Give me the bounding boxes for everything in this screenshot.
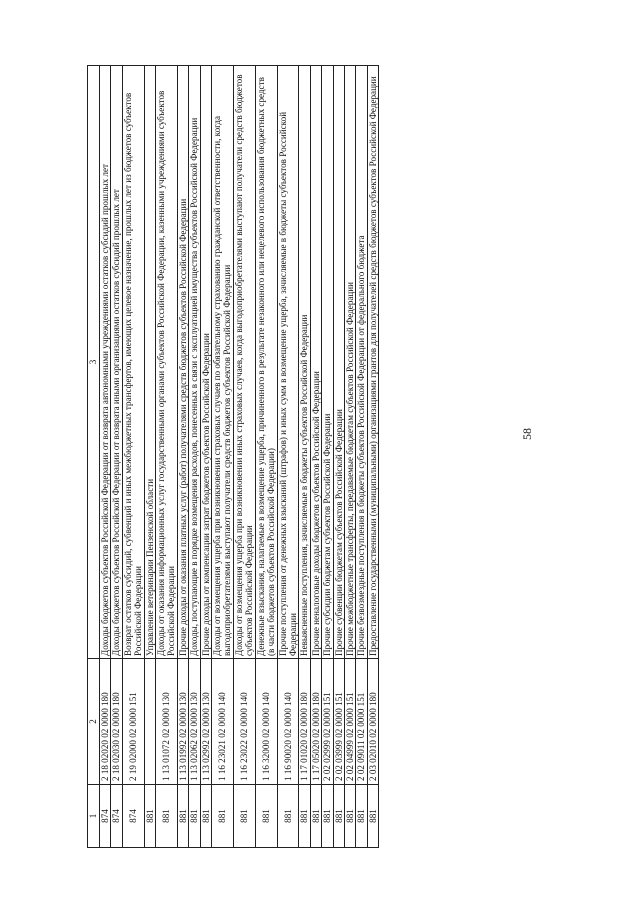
header-col-2: 2 [88, 659, 100, 785]
description-cell: Доходы от оказания информационных услуг государственными органами субъектов Российской Федерации, казенными учреждениями субъектов Российской Федерации [156, 66, 178, 659]
table-row [233, 66, 255, 848]
description-cell: Доходы бюджетов субъектов Российской Федерации от возврата иными организациями остатков субсидий прошлых лет [111, 66, 122, 659]
budget-code-cell: 1 13 01992 02 0000 130 [177, 659, 188, 785]
table-row [189, 66, 200, 848]
description-cell: Прочие поступления от денежных взысканий (штрафов) и иных сумм в возмещение ущерба, зачисляемые в бюджеты субъектов Российской Федерации [277, 66, 299, 659]
budget-code-cell: 2 19 02000 02 0000 151 [122, 659, 144, 785]
budget-code-cell: 1 13 01072 02 0000 130 [156, 659, 178, 785]
table-header-row [88, 66, 100, 848]
table-row [111, 66, 122, 848]
table-row [356, 66, 367, 848]
admin-code-cell: 881 [277, 785, 299, 848]
admin-code-cell: 881 [367, 785, 378, 848]
budget-code-cell: 2 02 02999 02 0000 151 [322, 659, 333, 785]
budget-code-cell: 1 17 05020 02 0000 180 [310, 659, 321, 785]
table-row [310, 66, 321, 848]
description-cell: Прочие субвенции бюджетам субъектов Российской Федерации [333, 66, 344, 659]
description-cell: Доходы от возмещения ущерба при возникновении страховых случаев по обязательному страхованию гражданской ответственности, когда выгодоприобретателями выступают получатели средств бюджетов субъектов Российской Федерации [212, 66, 234, 659]
admin-code-cell: 881 [255, 785, 277, 848]
budget-code-cell: 1 16 23021 02 0000 140 [212, 659, 234, 785]
table-row [212, 66, 234, 848]
admin-code-cell: 881 [233, 785, 255, 848]
budget-code-cell: 2 02 09011 02 0000 151 [356, 659, 367, 785]
revenue-codes-table [87, 65, 379, 848]
page-number: 58 [520, 428, 534, 440]
admin-code-cell: 881 [344, 785, 355, 848]
header-col-1: 1 [88, 785, 100, 848]
admin-code-cell: 881 [333, 785, 344, 848]
admin-code-cell: 881 [356, 785, 367, 848]
table-row [156, 66, 178, 848]
table-row [367, 66, 378, 848]
budget-code-cell: 1 16 90020 02 0000 140 [277, 659, 299, 785]
table-row [144, 66, 155, 848]
table-row [255, 66, 277, 848]
budget-code-cell: 2 03 02010 02 0000 180 [367, 659, 378, 785]
table-row [333, 66, 344, 848]
description-cell: Предоставление государственными (муниципальными) организациями грантов для получателей средств бюджетов субъектов Российской Федерации [367, 66, 378, 659]
budget-code-cell: 2 02 04999 02 0000 151 [344, 659, 355, 785]
budget-code-cell: 1 17 01020 02 0000 180 [299, 659, 310, 785]
admin-code-cell: 874 [122, 785, 144, 848]
description-cell: Прочие неналоговые доходы бюджетов субъектов Российской Федерации [310, 66, 321, 659]
budget-code-cell: 2 18 02030 02 0000 180 [111, 659, 122, 785]
description-cell: Возврат остатков субсидий, субвенций и иных межбюджетных трансфертов, имеющих целевое назначение, прошлых лет из бюджетов субъектов Российской Федерации [122, 66, 144, 659]
description-cell: Доходы, поступающие в порядке возмещения расходов, понесенных в связи с эксплуатацией имущества субъектов Российской Федерации [189, 66, 200, 659]
table-row [122, 66, 144, 848]
table-row [344, 66, 355, 848]
table-row [299, 66, 310, 848]
budget-code-cell: 1 13 02992 02 0000 130 [200, 659, 211, 785]
budget-code-cell: 1 16 32000 02 0000 140 [255, 659, 277, 785]
admin-code-cell: 881 [212, 785, 234, 848]
description-cell: Прочие доходы от компенсации затрат бюджетов субъектов Российской Федерации [200, 66, 211, 659]
description-cell: Невыясненные поступления, зачисляемые в бюджеты субъектов Российской Федерации [299, 66, 310, 659]
admin-code-cell: 881 [310, 785, 321, 848]
table-row [277, 66, 299, 848]
budget-code-cell: 2 18 02020 02 0000 180 [100, 659, 111, 785]
admin-code-cell: 881 [322, 785, 333, 848]
admin-code-cell: 881 [299, 785, 310, 848]
description-cell: Доходы бюджетов субъектов Российской Федерации от возврата автономными учреждениями остатков субсидий прошлых лет [100, 66, 111, 659]
description-cell: Прочие доходы от оказания платных услуг (работ) получателями средств бюджетов субъектов Российской Федерации [177, 66, 188, 659]
table-row [200, 66, 211, 848]
admin-code-cell: 874 [111, 785, 122, 848]
table-row [177, 66, 188, 848]
admin-code-cell: 881 [144, 785, 155, 848]
budget-code-cell: 1 16 23022 02 0000 140 [233, 659, 255, 785]
table-row [100, 66, 111, 848]
admin-code-cell: 874 [100, 785, 111, 848]
admin-code-cell: 881 [156, 785, 178, 848]
description-cell: Прочие межбюджетные трансферты, передаваемые бюджетам субъектов Российской Федерации [344, 66, 355, 659]
budget-code-cell: 2 02 03999 02 0000 151 [333, 659, 344, 785]
budget-code-cell: 1 13 02062 02 0000 130 [189, 659, 200, 785]
table-row [322, 66, 333, 848]
rotated-table-container [87, 66, 512, 848]
table-body [100, 66, 379, 848]
description-cell: Управление ветеринарии Пензенской области [144, 66, 155, 659]
description-cell: Доходы от возмещения ущерба при возникновении иных страховых случаев, когда выгодоприобретателями выступают получатели средств бюджетов субъектов Российской Федерации [233, 66, 255, 659]
admin-code-cell: 881 [200, 785, 211, 848]
admin-code-cell: 881 [177, 785, 188, 848]
description-cell: Прочие безвозмездные поступления в бюджеты субъектов Российской Федерации от федерального бюджета [356, 66, 367, 659]
description-cell: Денежные взыскания, налагаемые в возмещение ущерба, причиненного в результате незаконного или нецелевого использования бюджетных средств (в части бюджетов субъектов Российской Федерации) [255, 66, 277, 659]
budget-code-cell [144, 659, 155, 785]
header-col-3: 3 [88, 66, 100, 659]
description-cell: Прочие субсидии бюджетам субъектов Российской Федерации [322, 66, 333, 659]
admin-code-cell: 881 [189, 785, 200, 848]
